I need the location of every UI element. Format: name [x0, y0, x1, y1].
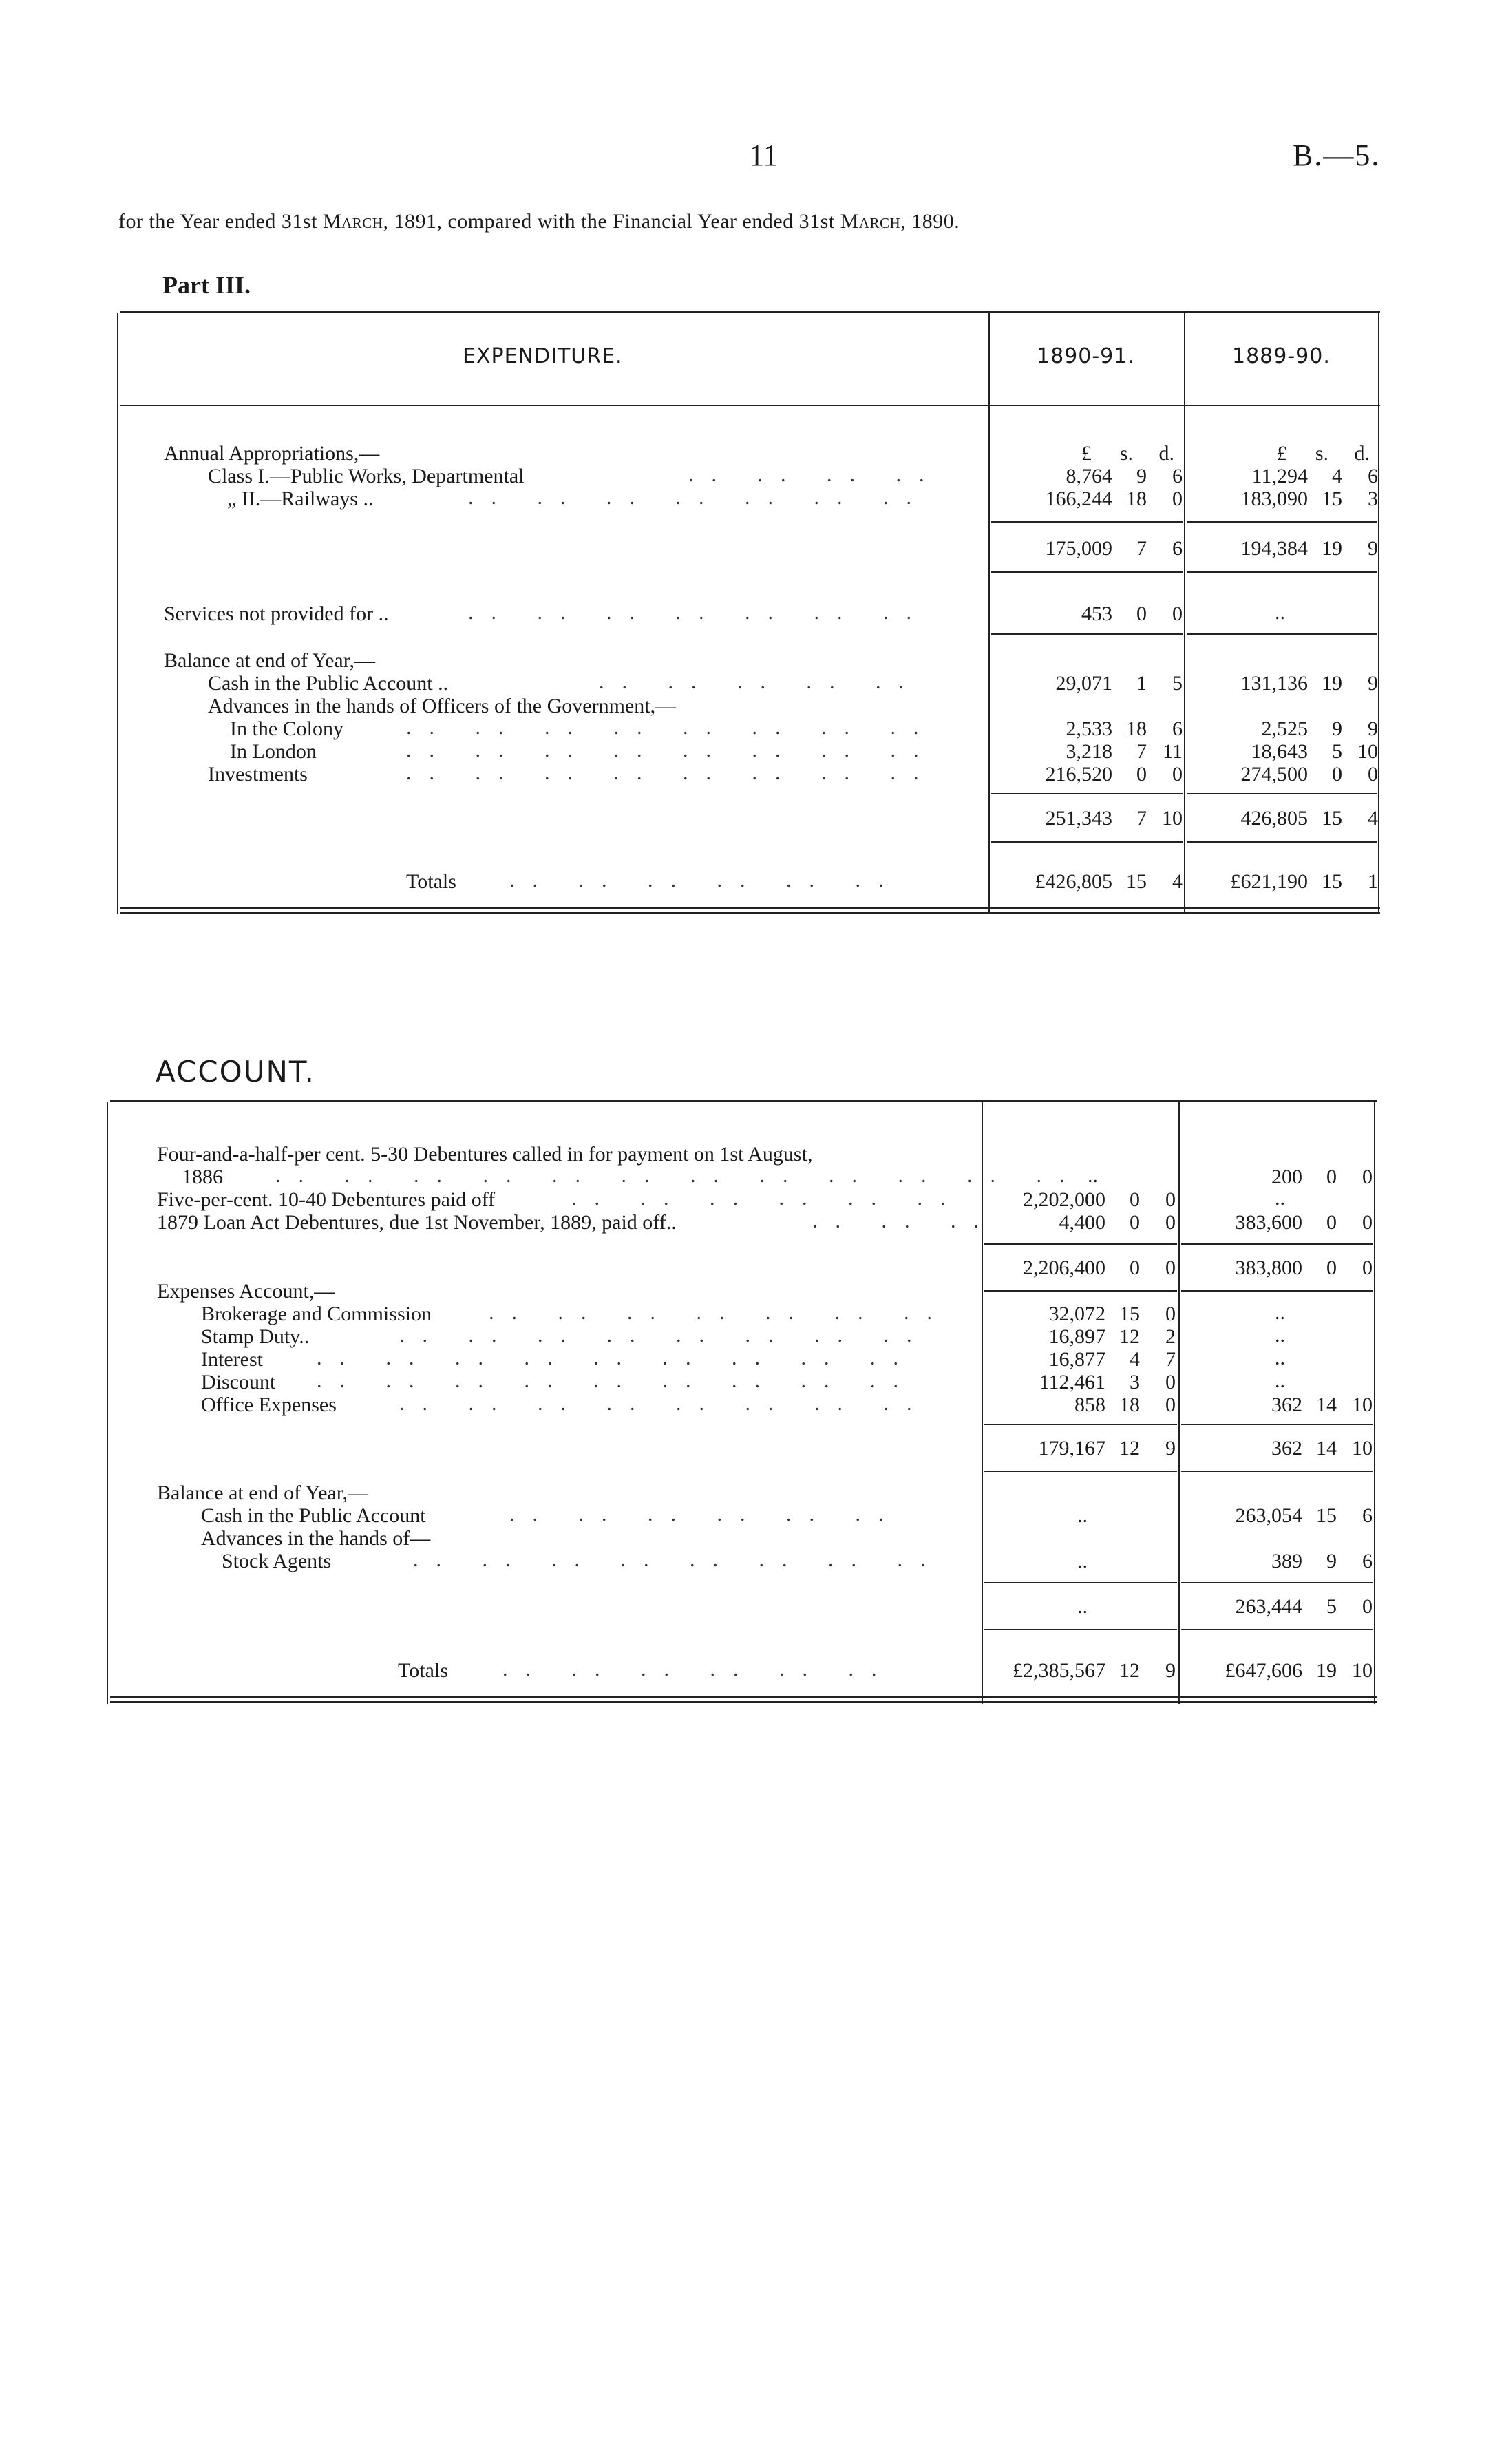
subtotal-2-1890: 426,805 15 4 [1240, 807, 1378, 830]
leader-dots: .. .. .. .. [688, 463, 942, 486]
column-1889-90: 1889-90. [1232, 344, 1331, 368]
label-office-expenses: Office Expenses [201, 1393, 337, 1416]
label-cash: Cash in the Public Account .. [208, 672, 449, 695]
leader-dots: .. .. .. .. .. .. .. .. [406, 716, 937, 739]
total-1891: £426,805 15 4 [1035, 870, 1183, 893]
leader-dots: .. .. .. .. .. .. .. .. [399, 1392, 930, 1415]
amount-class2-1891: 166,244 18 0 [1045, 487, 1183, 510]
leader-dots: .. .. .. [812, 1210, 997, 1232]
label-account-advances: Advances in the hands of— [201, 1527, 431, 1550]
leader-dots: .. .. .. .. .. .. .. .. .. [317, 1369, 916, 1392]
amount-deb2-1891: 2,202,000 0 0 [1023, 1188, 1176, 1211]
amount-colony-1891: 2,533 18 6 [1066, 717, 1183, 740]
currency-header-1891: £ s. d. [1081, 442, 1174, 465]
amount-investments-1891: 216,520 0 0 [1045, 763, 1183, 786]
amount-deb1-1890: 200 0 0 [1271, 1166, 1373, 1188]
label-debentures-1b: 1886 [182, 1166, 223, 1188]
label-stock-agents: Stock Agents [222, 1550, 332, 1572]
leader-dots: .. .. .. .. .. [599, 671, 922, 693]
account-total-1891: £2,385,567 12 9 [1013, 1659, 1176, 1682]
leader-dots: .. .. .. .. .. .. .. [468, 486, 929, 509]
label-brokerage: Brokerage and Commission [201, 1303, 432, 1325]
leader-dots: .. .. .. .. .. .. [509, 1503, 902, 1526]
amount-stock-agents-1891: .. [1077, 1550, 1088, 1572]
account-total-1890: £647,606 19 10 [1225, 1659, 1373, 1682]
amount-interest-1891: 16,877 4 7 [1048, 1348, 1176, 1371]
leader-dots: .. .. .. .. .. .. .. [468, 601, 929, 624]
amount-london-1891: 3,218 7 11 [1066, 740, 1183, 763]
amount-services-1890: .. [1275, 601, 1285, 624]
label-account-balance: Balance at end of Year,— [157, 1482, 369, 1504]
leader-dots: .. .. .. .. .. .. .. .. .. .. .. .. [275, 1164, 1083, 1187]
account-subtotal-1-1890: 383,800 0 0 [1235, 1256, 1373, 1279]
amount-london-1890: 18,643 5 10 [1251, 740, 1378, 763]
amount-office-1890: 362 14 10 [1271, 1393, 1373, 1416]
amount-account-cash-1891: .. [1077, 1504, 1088, 1527]
label-totals: Totals [406, 870, 456, 893]
leader-dots: .. .. .. .. .. .. .. .. [406, 761, 937, 784]
amount-cash-1890: 131,136 19 9 [1240, 672, 1378, 695]
amount-brokerage-1891: 32,072 15 0 [1048, 1303, 1176, 1325]
label-stamp-duty: Stamp Duty.. [201, 1325, 310, 1348]
amount-services-1891: 453 0 0 [1081, 602, 1183, 625]
label-account-cash: Cash in the Public Account [201, 1504, 426, 1527]
amount-deb1-1891: .. [1088, 1164, 1098, 1187]
subtotal-2-1891: 251,343 7 10 [1045, 807, 1183, 830]
column-1890-91: 1890-91. [1037, 344, 1135, 368]
amount-brokerage-1890: .. [1275, 1301, 1285, 1324]
leader-dots: .. .. .. .. .. .. .. .. [406, 739, 937, 761]
leader-dots: .. .. .. .. .. .. .. .. [413, 1548, 944, 1571]
label-class-2: „ II.—Railways .. [227, 487, 374, 510]
label-class-1: Class I.—Public Works, Departmental [208, 465, 525, 487]
page-number: 11 [749, 138, 779, 172]
account-subtotal-2-1890: 362 14 10 [1271, 1437, 1373, 1460]
account-subtotal-3-1890: 263,444 5 0 [1235, 1595, 1373, 1618]
leader-dots: .. .. .. .. .. .. [509, 869, 902, 892]
leader-dots: .. .. .. .. .. .. [571, 1187, 964, 1210]
amount-class2-1890: 183,090 15 3 [1240, 487, 1378, 510]
label-debentures-1a: Four-and-a-half-per cent. 5-30 Debentures called in for payment on 1st August, [157, 1143, 813, 1166]
amount-deb2-1890: .. [1275, 1187, 1285, 1210]
label-discount: Discount [201, 1371, 276, 1393]
label-debentures-2: Five-per-cent. 10-40 Debentures paid off [157, 1188, 496, 1211]
label-expenses-account: Expenses Account,— [157, 1280, 335, 1303]
leader-dots: .. .. .. .. .. .. [502, 1658, 895, 1681]
label-in-colony: In the Colony [230, 717, 343, 740]
label-advances: Advances in the hands of Officers of the Government,— [208, 695, 677, 717]
label-interest: Interest [201, 1348, 263, 1371]
total-1890: £621,190 15 1 [1230, 870, 1378, 893]
amount-colony-1890: 2,525 9 9 [1261, 717, 1378, 740]
amount-stock-agents-1890: 389 9 6 [1271, 1550, 1373, 1572]
amount-class1-1890: 11,294 4 6 [1251, 465, 1378, 487]
amount-interest-1890: .. [1275, 1347, 1285, 1369]
amount-discount-1891: 112,461 3 0 [1039, 1371, 1176, 1393]
leader-dots: .. .. .. .. .. .. .. .. .. [317, 1347, 916, 1369]
amount-office-1891: 858 18 0 [1074, 1393, 1176, 1416]
amount-cash-1891: 29,071 1 5 [1055, 672, 1183, 695]
label-debentures-3: 1879 Loan Act Debentures, due 1st November, 1889, paid off.. [157, 1211, 677, 1234]
account-subtotal-1-1891: 2,206,400 0 0 [1023, 1256, 1176, 1279]
currency-header-1890: £ s. d. [1277, 442, 1370, 465]
label-annual-appropriations: Annual Appropriations,— [164, 442, 380, 465]
amount-stamp-1890: .. [1275, 1324, 1285, 1347]
label-balance: Balance at end of Year,— [164, 649, 376, 672]
account-subtotal-3-1891: .. [1077, 1595, 1088, 1618]
amount-deb3-1890: 383,600 0 0 [1235, 1211, 1373, 1234]
document-reference: B.—5. [1293, 138, 1381, 172]
label-services: Services not provided for .. [164, 602, 389, 625]
amount-account-cash-1890: 263,054 15 6 [1235, 1504, 1373, 1527]
page-subtitle: for the Year ended 31st March, 1891, compared with the Financial Year ended 31st March, 1890. [118, 210, 960, 233]
part-heading: Part III. [162, 271, 251, 299]
subtotal-1-1891: 175,009 7 6 [1045, 537, 1183, 560]
label-account-totals: Totals [398, 1659, 448, 1682]
account-title: ACCOUNT. [156, 1055, 315, 1088]
amount-stamp-1891: 16,897 12 2 [1048, 1325, 1176, 1348]
amount-deb3-1891: 4,400 0 0 [1059, 1211, 1176, 1234]
amount-investments-1890: 274,500 0 0 [1240, 763, 1378, 786]
label-in-london: In London [230, 740, 317, 763]
amount-class1-1891: 8,764 9 6 [1066, 465, 1183, 487]
account-subtotal-2-1891: 179,167 12 9 [1038, 1437, 1176, 1460]
subtotal-1-1890: 194,384 19 9 [1240, 537, 1378, 560]
leader-dots: .. .. .. .. .. .. .. [489, 1301, 950, 1324]
leader-dots: .. .. .. .. .. .. .. .. [399, 1324, 930, 1347]
amount-discount-1890: .. [1275, 1369, 1285, 1392]
expenditure-heading: EXPENDITURE. [463, 344, 623, 368]
label-investments: Investments [208, 763, 308, 786]
